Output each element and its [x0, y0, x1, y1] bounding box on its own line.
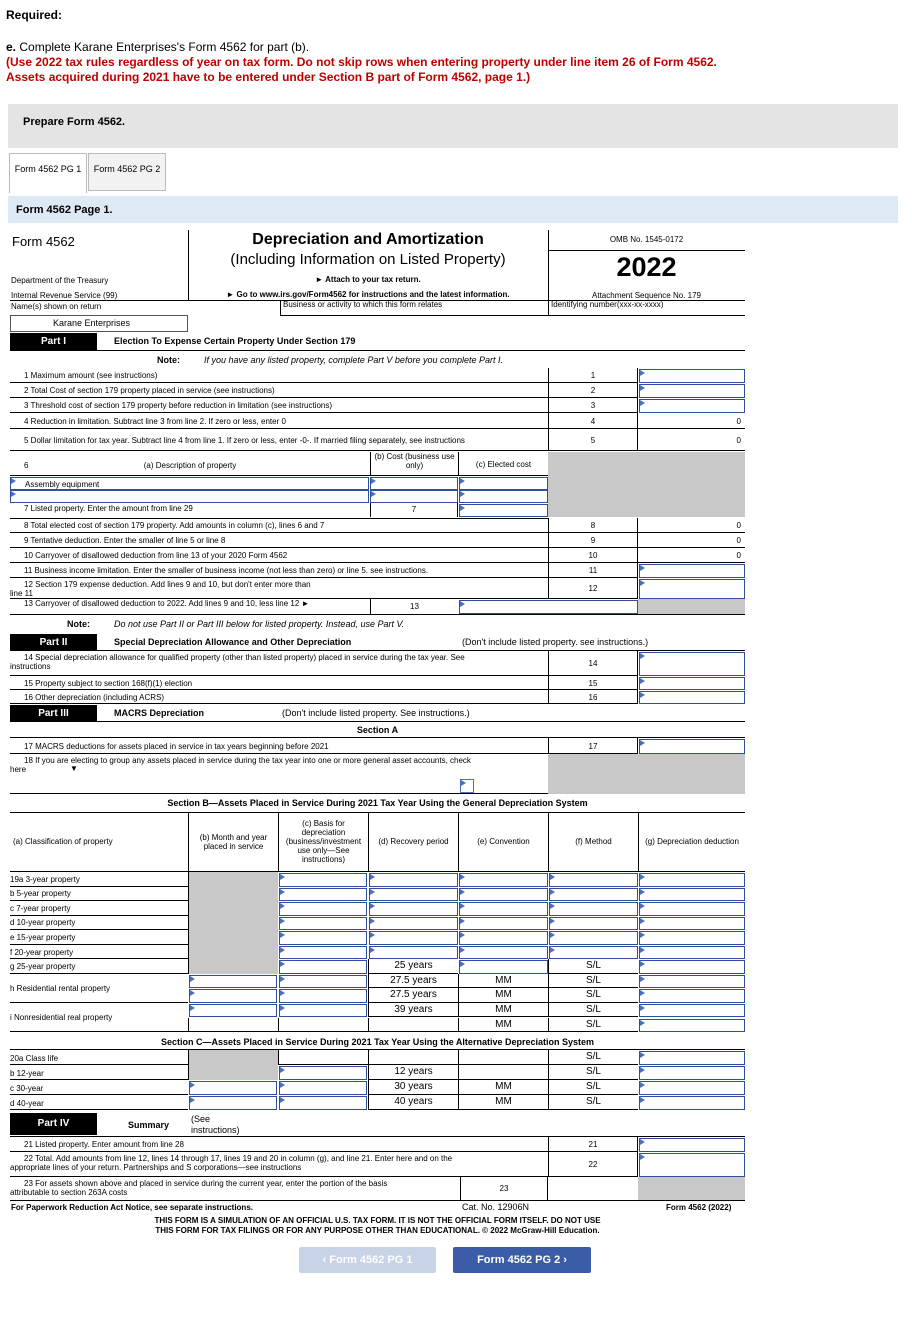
- part2-subtitle: (Don't include listed property. see instructions.): [462, 637, 649, 647]
- basis-input[interactable]: [279, 902, 367, 916]
- line-11-value[interactable]: [639, 564, 745, 578]
- line6-col-a: (a) Description of property: [143, 461, 237, 470]
- line18-text2: here: [10, 765, 27, 774]
- row-label: f 20-year property: [10, 945, 188, 960]
- column-header: (e) Convention: [458, 812, 548, 872]
- depreciation-deduction-input[interactable]: [639, 902, 745, 916]
- task-prefix: e.: [6, 40, 17, 54]
- column-e-input[interactable]: [459, 902, 548, 916]
- depreciation-deduction-input[interactable]: [639, 960, 745, 974]
- column-header: (b) Month and year placed in service: [188, 812, 278, 872]
- line13-value[interactable]: [459, 600, 638, 614]
- month-year-input[interactable]: [189, 1004, 277, 1018]
- section-b-title: Section B—Assets Placed in Service During 2021 Tax Year Using the General Depreciation System: [167, 798, 588, 808]
- line6-elected-input[interactable]: [459, 490, 548, 503]
- depreciation-deduction-input[interactable]: [639, 975, 745, 989]
- line-number: 8: [548, 518, 638, 533]
- basis-input[interactable]: [279, 873, 367, 887]
- basis-input[interactable]: [279, 1004, 367, 1018]
- column-d-value: 12 years: [368, 1065, 458, 1080]
- basis-input[interactable]: [279, 888, 367, 902]
- column-header: (f) Method: [548, 812, 638, 872]
- prev-page-button[interactable]: ‹ Form 4562 PG 1: [299, 1247, 436, 1273]
- column-d-input[interactable]: [369, 931, 458, 945]
- column-d-value: 27.5 years: [368, 974, 458, 989]
- task-text: [6, 40, 309, 54]
- line-2-value[interactable]: [639, 384, 745, 398]
- column-f-input[interactable]: [549, 902, 638, 916]
- column-header: (d) Recovery period: [368, 812, 458, 872]
- line-number: 15: [548, 676, 638, 690]
- column-header: (a) Classification of property: [10, 812, 188, 872]
- basis-input[interactable]: [279, 1081, 367, 1095]
- paperwork-notice: For Paperwork Reduction Act Notice, see separate instructions.: [11, 1203, 253, 1212]
- line-14-text-2: instructions: [10, 662, 51, 671]
- column-f-value: S/L: [548, 1003, 638, 1018]
- name-label: Name(s) shown on return: [11, 302, 102, 311]
- line-11-text: 11 Business income limitation. Enter the smaller of business income (not less than zero) or line 5. see instructions.: [10, 563, 548, 578]
- tab-form-4562-pg2[interactable]: Form 4562 PG 2: [88, 153, 166, 191]
- line-3-value[interactable]: [639, 399, 745, 413]
- section-c-title: Section C—Assets Placed in Service During 2021 Tax Year Using the Alternative Depreciation System: [160, 1037, 594, 1047]
- column-f-input[interactable]: [549, 917, 638, 931]
- note-line-2: Assets acquired during 2021 have to be entered under Section B part of Form 4562, page 1.): [6, 70, 531, 84]
- row-label: 20a Class life: [10, 1050, 188, 1065]
- shaded-area: [548, 754, 745, 794]
- column-header: (c) Basis for depreciation (business/investment use only—See instructions): [278, 812, 368, 872]
- month-year-input[interactable]: [189, 1081, 277, 1095]
- column-e-value: MM: [458, 1095, 548, 1110]
- line13-text: 13 Carryover of disallowed deduction to 2022. Add lines 9 and 10, less line 12 ►: [24, 599, 310, 608]
- line-number: 2: [548, 383, 638, 398]
- depreciation-deduction-input[interactable]: [639, 873, 745, 887]
- line-5-value: 0: [638, 429, 745, 451]
- line-number: 4: [548, 413, 638, 429]
- column-e-value: MM: [458, 1018, 548, 1033]
- column-d-input[interactable]: [369, 946, 458, 960]
- month-year-input[interactable]: [189, 989, 277, 1003]
- depreciation-deduction-input[interactable]: [639, 1096, 745, 1110]
- line-number: 5: [548, 429, 638, 451]
- note-line-1: (Use 2022 tax rules regardless of year on tax form. Do not skip rows when entering property under line item 26 of Form 4562.: [6, 55, 717, 69]
- part2-label: Part II: [10, 634, 97, 651]
- identifying-number-label: Identifying number(xxx-xx-xxxx): [548, 300, 745, 316]
- basis-input[interactable]: [279, 917, 367, 931]
- line-9-text: 9 Tentative deduction. Enter the smaller of line 5 or line 8: [10, 533, 548, 548]
- basis-input[interactable]: [279, 1096, 367, 1110]
- line-22-value[interactable]: [639, 1153, 745, 1177]
- column-d-value: 40 years: [368, 1095, 458, 1110]
- shaded-area: [188, 1050, 278, 1080]
- group-assets-checkbox[interactable]: [460, 779, 474, 793]
- line-number: 3: [548, 398, 638, 413]
- column-f-value: S/L: [548, 974, 638, 989]
- form-footer-label: Form 4562 (2022): [666, 1203, 732, 1212]
- depreciation-deduction-input[interactable]: [639, 1066, 745, 1080]
- depreciation-deduction-input[interactable]: [639, 989, 745, 1003]
- column-d-value: 30 years: [368, 1080, 458, 1095]
- column-e-input[interactable]: [459, 960, 548, 974]
- line-12-text-1: 12 Section 179 expense deduction. Add lines 9 and 10, but don't enter more than: [24, 580, 311, 589]
- column-e-input[interactable]: [459, 931, 548, 945]
- row-label: h Residential rental property: [10, 974, 188, 1003]
- note-text: If you have any listed property, complete Part V before you complete Part I.: [204, 355, 503, 365]
- row-label: 19a 3-year property: [10, 872, 188, 887]
- line23-text: [10, 1177, 460, 1200]
- line18-text1: 18 If you are electing to group any assets placed in service during the tax year into one or more general asset accounts, check: [24, 756, 471, 765]
- line-17-text: 17 MACRS deductions for assets placed in service in tax years beginning before 2021: [10, 738, 548, 754]
- row-label: c 30-year: [10, 1080, 188, 1095]
- line6-col-b: (b) Cost (business use only): [370, 452, 458, 476]
- row-label: b 5-year property: [10, 887, 188, 902]
- column-f-input[interactable]: [549, 873, 638, 887]
- column-e-input[interactable]: [459, 917, 548, 931]
- line-number: 21: [548, 1137, 638, 1152]
- shaded-area: [638, 1177, 745, 1200]
- part1-label: Part I: [10, 333, 97, 350]
- line-21-text: 21 Listed property. Enter amount from line 28: [10, 1137, 548, 1152]
- down-arrow-icon: ▼: [70, 764, 78, 773]
- basis-input[interactable]: [279, 946, 367, 960]
- basis-input[interactable]: [279, 975, 367, 989]
- line6-col-c: (c) Elected cost: [458, 452, 548, 476]
- column-f-value: S/L: [548, 1095, 638, 1110]
- column-f-value: S/L: [548, 988, 638, 1003]
- column-e-value: [458, 1050, 548, 1065]
- part4-label: Part IV: [10, 1113, 97, 1135]
- line-16-value[interactable]: [639, 691, 745, 704]
- column-d-input[interactable]: [369, 902, 458, 916]
- line-14-value[interactable]: [639, 652, 745, 676]
- part3-title: MACRS Depreciation: [114, 708, 205, 718]
- line-22-text: [10, 1152, 548, 1177]
- line-22-text-1: 22 Total. Add amounts from line 12, lines 14 through 17, lines 19 and 20 in column (g), and line 21. Enter here and on the: [24, 1154, 453, 1163]
- row-label: i Nonresidential real property: [10, 1003, 188, 1032]
- part4-title: Summary: [128, 1120, 170, 1130]
- column-e-value: MM: [458, 1003, 548, 1018]
- form-subtitle: (Including Information on Listed Property): [230, 251, 506, 268]
- basis-input[interactable]: [279, 1066, 367, 1080]
- line-10-value: 0: [638, 548, 745, 563]
- line-4-text: 4 Reduction in limitation. Subtract line 3 from line 2. If zero or less, enter 0: [10, 413, 548, 429]
- column-e-input[interactable]: [459, 873, 548, 887]
- line7-num: 7: [370, 503, 458, 517]
- line6-description-input[interactable]: Assembly equipment: [10, 477, 369, 490]
- divider: [548, 250, 745, 251]
- column-e-value: MM: [458, 974, 548, 989]
- column-e-value: [458, 1065, 548, 1080]
- line6-elected-input[interactable]: [459, 477, 548, 490]
- tax-year: 2022: [616, 252, 677, 282]
- cell: [188, 1018, 278, 1033]
- line-14-text: [10, 651, 548, 676]
- simulation-notice-1: THIS FORM IS A SIMULATION OF AN OFFICIAL U.S. TAX FORM. IT IS NOT THE OFFICIAL FORM ITSELF. DO NOT USE: [154, 1216, 601, 1225]
- row-label: e 15-year property: [10, 930, 188, 945]
- line-number: 11: [548, 563, 638, 578]
- column-d-input[interactable]: [369, 873, 458, 887]
- column-d-value: [368, 1050, 458, 1065]
- line-2-text: 2 Total Cost of section 179 property placed in service (see instructions): [10, 383, 548, 398]
- column-f-value: S/L: [548, 1018, 638, 1033]
- line23-text2: attributable to section 263A costs: [10, 1188, 128, 1197]
- cell: [278, 1050, 368, 1065]
- line-12-text-2: line 11: [10, 589, 33, 598]
- column-d-value: [368, 1018, 458, 1033]
- part4-subtitle: (See instructions): [191, 1114, 240, 1135]
- line-number: 12: [548, 578, 638, 599]
- line-1-value[interactable]: [639, 369, 745, 383]
- line-12-value[interactable]: [639, 579, 745, 599]
- tab-form-4562-pg1[interactable]: Form 4562 PG 1: [9, 153, 87, 193]
- line-number: 22: [548, 1152, 638, 1177]
- line-number: 14: [548, 651, 638, 676]
- column-e-value: MM: [458, 988, 548, 1003]
- omb-number: OMB No. 1545-0172: [609, 235, 684, 244]
- line6-num: 6: [10, 452, 370, 476]
- column-f-input[interactable]: [549, 946, 638, 960]
- line-12-text: [10, 578, 548, 599]
- line-17-value[interactable]: [639, 739, 745, 754]
- line7-text: 7 Listed property. Enter the amount from line 29: [24, 504, 193, 513]
- business-label: Business or activity to which this form relates: [280, 300, 548, 316]
- line-number: 16: [548, 690, 638, 704]
- attach-text: ► Attach to your tax return.: [315, 275, 421, 284]
- depreciation-deduction-input[interactable]: [639, 917, 745, 931]
- task-body: Complete Karane Enterprises's Form 4562 for part (b).: [19, 40, 310, 54]
- line-15-value[interactable]: [639, 677, 745, 690]
- column-f-value: S/L: [548, 1065, 638, 1080]
- page-header-bar: Form 4562 Page 1.: [8, 196, 898, 223]
- note-label: Note:: [157, 355, 180, 365]
- line-21-value[interactable]: [639, 1138, 745, 1152]
- line-8-value: 0: [638, 518, 745, 533]
- divider: [10, 350, 745, 351]
- row-label: d 40-year: [10, 1095, 188, 1110]
- depreciation-deduction-input[interactable]: [639, 931, 745, 945]
- part1-title: Election To Expense Certain Property Under Section 179: [114, 336, 356, 346]
- column-header: (g) Depreciation deduction: [638, 812, 745, 872]
- dept-treasury: Department of the Treasury: [11, 276, 109, 285]
- section-a-title: Section A: [10, 721, 745, 738]
- note2-label: Note:: [67, 619, 90, 629]
- basis-input[interactable]: [279, 931, 367, 945]
- line6-description-input[interactable]: [10, 490, 369, 503]
- part2-title: Special Depreciation Allowance and Other Depreciation: [114, 637, 352, 647]
- column-f-value: S/L: [548, 1080, 638, 1095]
- part3-subtitle: (Don't include listed property. See instructions.): [282, 708, 470, 718]
- column-d-value: 27.5 years: [368, 988, 458, 1003]
- depreciation-deduction-input[interactable]: [639, 1081, 745, 1095]
- attachment-sequence: Attachment Sequence No. 179: [592, 291, 701, 300]
- line-22-text-2: appropriate lines of your return. Partnerships and S corporations—see instructions: [10, 1163, 302, 1172]
- row-label: d 10-year property: [10, 916, 188, 931]
- line-number: 17: [548, 738, 638, 754]
- column-f-input[interactable]: [549, 888, 638, 902]
- column-f-value: S/L: [548, 959, 638, 974]
- cat-number: Cat. No. 12906N: [462, 1202, 530, 1212]
- depreciation-deduction-input[interactable]: [639, 1019, 745, 1033]
- divider: [10, 518, 548, 519]
- line-8-text: 8 Total elected cost of section 179 property. Add amounts in column (c), lines 6 and 7: [10, 518, 548, 533]
- line-5-text: 5 Dollar limitation for tax year. Subtract line 4 from line 1. If zero or less, enter -0-. If married filing separately, see instructions: [10, 429, 548, 451]
- month-year-input[interactable]: [189, 975, 277, 989]
- line-14-text-1: 14 Special depreciation allowance for qualified property (other than listed property) placed in service during the tax year. See: [24, 653, 465, 662]
- prepare-panel: [8, 104, 898, 148]
- basis-input[interactable]: [279, 989, 367, 1003]
- depreciation-deduction-input[interactable]: [639, 946, 745, 960]
- panel-title: Prepare Form 4562.: [23, 116, 126, 128]
- month-year-input[interactable]: [189, 1096, 277, 1110]
- line13-num: 13: [370, 599, 458, 614]
- line7-value[interactable]: [459, 504, 548, 517]
- irs-label: Internal Revenue Service (99): [11, 291, 118, 300]
- shaded-area: [188, 872, 278, 974]
- divider: [10, 1200, 745, 1201]
- column-e-input[interactable]: [459, 888, 548, 902]
- part3-label: Part III: [10, 705, 97, 722]
- shaded-area: [548, 452, 745, 517]
- column-d-value: 39 years: [368, 1003, 458, 1018]
- simulation-notice-2: THIS FORM FOR TAX FILINGS OR FOR ANY PURPOSE OTHER THAN EDUCATIONAL. © 2022 McGraw-Hill Education.: [155, 1226, 600, 1235]
- line-number: 9: [548, 533, 638, 548]
- note2-text: Do not use Part II or Part III below for listed property. Instead, use Part V.: [114, 619, 405, 629]
- column-d-input[interactable]: [369, 917, 458, 931]
- required-label: Required:: [6, 8, 63, 22]
- column-f-value: S/L: [548, 1050, 638, 1065]
- column-f-input[interactable]: [549, 931, 638, 945]
- goto-text: ► Go to www.irs.gov/Form4562 for instructions and the latest information.: [226, 290, 510, 299]
- name-input[interactable]: Karane Enterprises: [10, 315, 188, 332]
- cell: [278, 1018, 368, 1033]
- line23-text1: 23 For assets shown above and placed in service during the current year, enter the portion of the basis: [24, 1179, 388, 1188]
- line-1-text: 1 Maximum amount (see instructions): [10, 368, 548, 383]
- line-16-text: 16 Other depreciation (including ACRS): [10, 690, 548, 704]
- row-label: b 12-year: [10, 1065, 188, 1080]
- column-e-input[interactable]: [459, 946, 548, 960]
- divider: [10, 614, 745, 615]
- line-number: 10: [548, 548, 638, 563]
- basis-input[interactable]: [279, 960, 367, 974]
- line6-cost-input[interactable]: [370, 490, 458, 503]
- column-e-value: MM: [458, 1080, 548, 1095]
- column-d-input[interactable]: [369, 888, 458, 902]
- line23-num: 23: [460, 1177, 548, 1200]
- line-4-value: 0: [638, 413, 745, 429]
- line-number: 1: [548, 368, 638, 383]
- line-3-text: 3 Threshold cost of section 179 property before reduction in limitation (see instructions): [10, 398, 548, 413]
- line-9-value: 0: [638, 533, 745, 548]
- form-name: Form 4562: [12, 234, 75, 249]
- row-label: c 7-year property: [10, 901, 188, 916]
- next-page-button[interactable]: Form 4562 PG 2 ›: [453, 1247, 591, 1273]
- line-10-text: 10 Carryover of disallowed deduction from line 13 of your 2020 Form 4562: [10, 548, 548, 563]
- depreciation-deduction-input[interactable]: [639, 1004, 745, 1018]
- line6-cost-input[interactable]: [370, 477, 458, 490]
- line-15-text: 15 Property subject to section 168(f)(1) election: [10, 676, 548, 690]
- form-title: Depreciation and Amortization: [252, 231, 484, 248]
- depreciation-deduction-input[interactable]: [639, 1051, 745, 1065]
- depreciation-deduction-input[interactable]: [639, 888, 745, 902]
- row-label: g 25-year property: [10, 959, 188, 974]
- shaded-area: [638, 599, 745, 614]
- column-d-value: 25 years: [368, 959, 458, 974]
